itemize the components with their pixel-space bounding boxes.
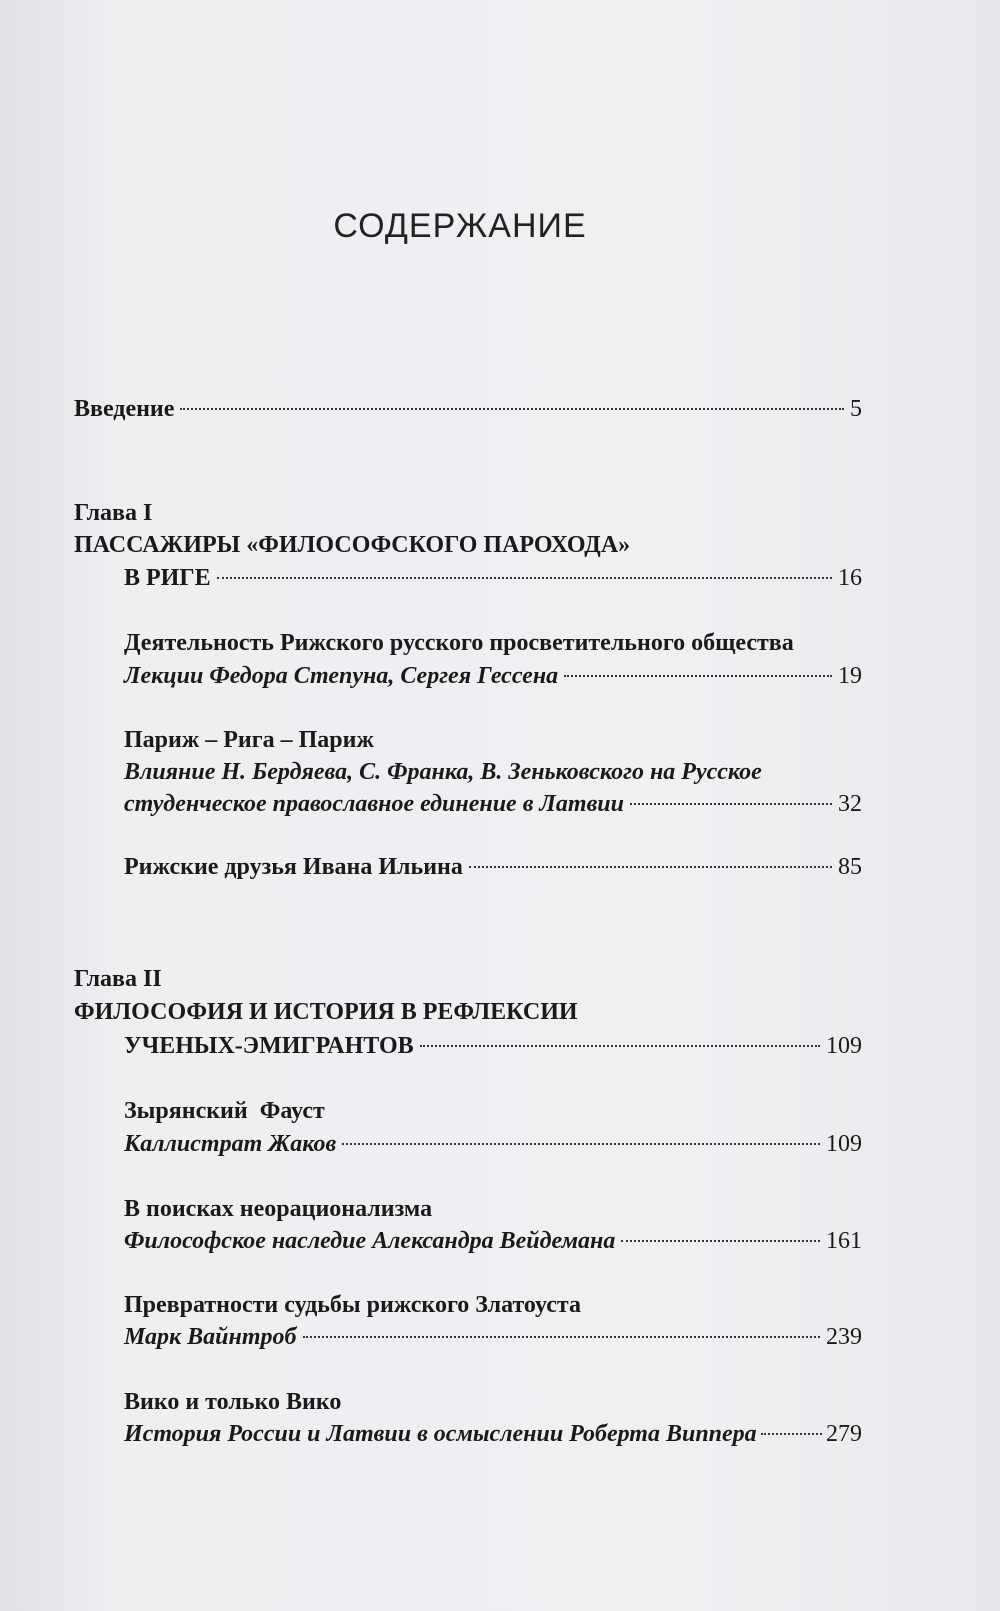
section-title: Деятельность Рижского русского просветительного общества (124, 630, 794, 656)
toc-entry-section (124, 852, 862, 882)
toc-entry-section (124, 1226, 862, 1256)
chapter-title-line1: ПАССАЖИРЫ «ФИЛОСОФСКОГО ПАРОХОДА» (74, 532, 631, 558)
section-title: Париж – Рига – Париж (124, 727, 374, 753)
chapter-title-line2: В РИГЕ (124, 565, 211, 591)
toc-entry-section (124, 1129, 862, 1159)
toc-page-number: 279 (826, 1421, 862, 1447)
section-title: В поисках неорационализма (124, 1196, 433, 1222)
toc-page-number: 109 (826, 1131, 862, 1157)
toc-page-number: 19 (838, 663, 862, 689)
toc-entry-chapter1 (124, 563, 862, 593)
toc-page-number: 239 (826, 1324, 862, 1350)
toc-entry-chapter2 (124, 1031, 862, 1061)
leader-dots (342, 1143, 820, 1145)
toc-page-number: 161 (826, 1228, 862, 1254)
section-subtitle: Лекции Федора Степуна, Сергея Гессена (124, 663, 559, 689)
toc-entry-intro (74, 394, 862, 424)
leader-dots (420, 1045, 820, 1047)
chapter-title-line1: ФИЛОСОФИЯ И ИСТОРИЯ В РЕФЛЕКСИИ (74, 999, 578, 1025)
section-title: Зырянский Фауст (124, 1098, 325, 1124)
section-title: Вико и только Вико (124, 1389, 342, 1415)
leader-dots (180, 408, 844, 410)
leader-dots (217, 577, 832, 579)
section-subtitle-line2: студенческое православное единение в Латвии (124, 791, 624, 817)
toc-page-number: 32 (838, 791, 862, 817)
page-title: СОДЕРЖАНИЕ (333, 206, 587, 245)
leader-dots (621, 1240, 820, 1242)
toc-page-number: 85 (838, 854, 862, 880)
toc-page-number: 109 (826, 1033, 862, 1059)
leader-dots (469, 866, 832, 868)
section-subtitle: История России и Латвии в осмыслении Роберта Виппера (124, 1421, 757, 1447)
toc-entry-section (124, 661, 862, 691)
leader-dots (564, 675, 832, 677)
toc-page-number: 16 (838, 565, 862, 591)
toc-entry-label: Введение (74, 396, 175, 422)
chapter-label: Глава II (74, 966, 162, 992)
section-title: Превратности судьбы рижского Златоуста (124, 1292, 581, 1318)
chapter-title-line2: УЧЕНЫХ-ЭМИГРАНТОВ (124, 1033, 414, 1059)
toc-entry-section (124, 789, 862, 819)
leader-dots (630, 803, 832, 805)
section-subtitle: Марк Вайнтроб (124, 1324, 297, 1350)
toc-entry-section (124, 1419, 862, 1449)
chapter-label: Глава I (74, 500, 153, 526)
section-subtitle: Каллистрат Жаков (124, 1131, 337, 1157)
leader-dots (303, 1336, 821, 1338)
section-subtitle: Философское наследие Александра Вейдемана (124, 1228, 616, 1254)
leader-dots (761, 1433, 822, 1435)
section-subtitle-line1: Влияние Н. Бердяева, С. Франка, В. Зеньковского на Русское (124, 759, 762, 785)
toc-entry-section (124, 1322, 862, 1352)
section-title: Рижские друзья Ивана Ильина (124, 854, 463, 880)
toc-page-number: 5 (850, 396, 862, 422)
